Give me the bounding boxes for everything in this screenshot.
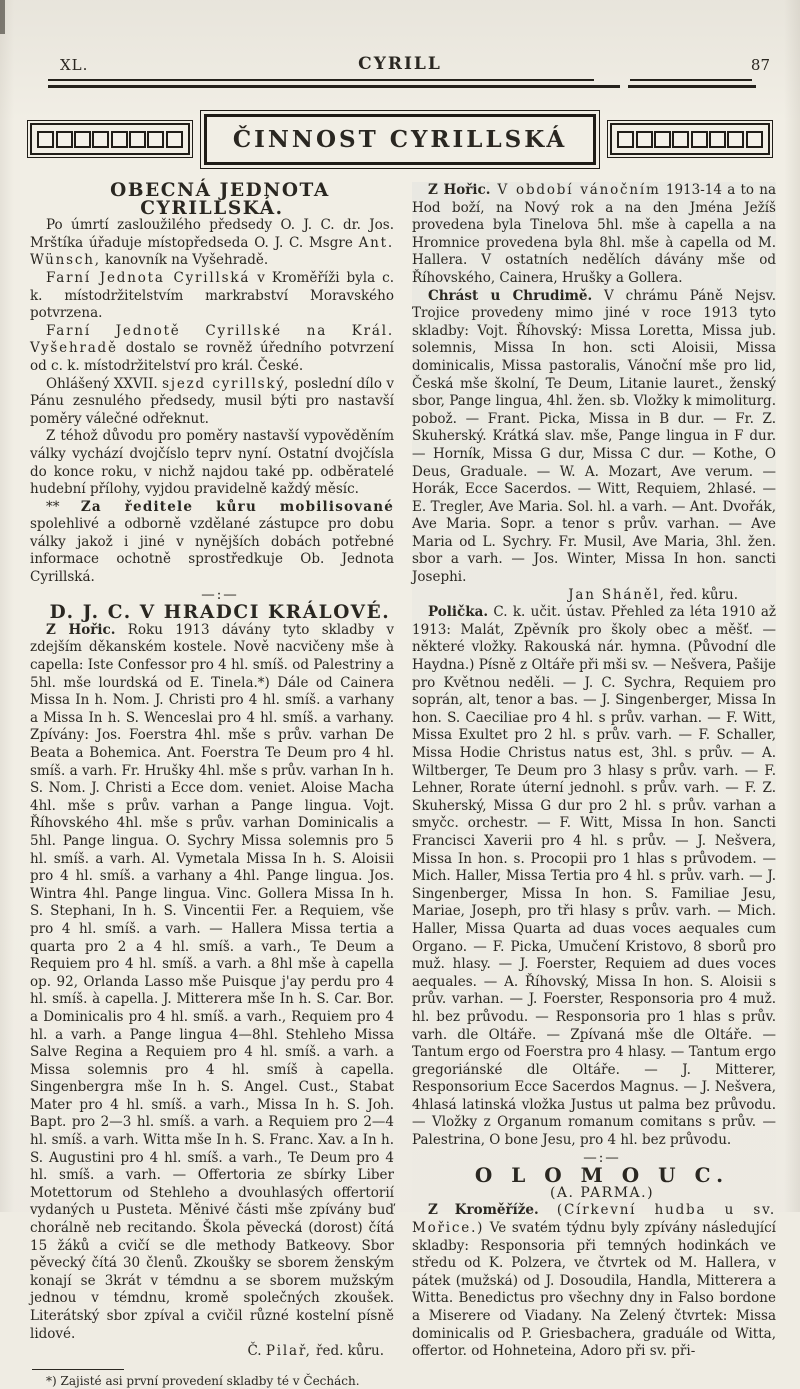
- ornament-strip-left: [30, 123, 190, 155]
- text-segment: Farní Jednota Cyrillská: [46, 269, 251, 286]
- text-segment: (Církevní hudba u sv. Mořice.): [412, 1202, 776, 1237]
- right-column: [412, 182, 776, 1389]
- text-segment: Ant. Wünsch,: [30, 234, 394, 269]
- text-segment: poslední dílo v Pánu zesnulého předsedy, musil býti pro nastavší poměry válečné odřeknut.: [30, 375, 394, 427]
- paragraph: [30, 376, 394, 429]
- journal-title: CYRILL: [358, 54, 442, 74]
- ornament-square: [92, 131, 109, 148]
- banner-title: ČINNOST CYRILLSKÁ: [204, 114, 596, 165]
- ornament-square: [672, 131, 689, 148]
- header-rule-thick-right: [628, 85, 756, 88]
- text-segment: Po úmrtí zasloužilého předsedy O. J. C. dr. Jos. Mrštíka úřaduje místopředseda O. J. C. Msgre: [30, 217, 394, 251]
- paragraph: [30, 323, 394, 376]
- ornament-square: [654, 131, 671, 148]
- text-segment: řed. kůru.: [665, 586, 738, 603]
- text-segment: sjezd cyrillský,: [162, 375, 291, 392]
- ornament-square: [166, 131, 183, 148]
- ornament-square: [727, 131, 744, 148]
- text-segment: řed. kůru.: [311, 1343, 384, 1360]
- text-segment: dostalo se rovněž úředního potvrzení od c. k. místodržitelství pro král. České.: [30, 340, 394, 374]
- ornament-square: [37, 131, 54, 148]
- ornament-square: [129, 131, 146, 148]
- text-segment: Farní Jednotě Cyrillské na Král. Vyšehradě: [30, 322, 394, 357]
- footnote: *) Zajisté asi první provedení skladby té v Čechách.: [46, 1373, 360, 1388]
- paragraph: [30, 217, 394, 270]
- footnote-rule: [32, 1369, 124, 1370]
- paragraph: [412, 182, 776, 288]
- signature-pilar: [30, 1343, 394, 1361]
- text-segment: Ohlášený XXVII.: [46, 375, 163, 392]
- ornament-square: [709, 131, 726, 148]
- header-rule-thin-left: [48, 79, 594, 81]
- paragraph: [30, 270, 394, 323]
- text-segment: Z Hořic.: [428, 182, 491, 198]
- ornament-square: [746, 131, 763, 148]
- header-rule-thick-left: [48, 85, 620, 88]
- ornament-square: [691, 131, 708, 148]
- paragraph: [30, 499, 394, 587]
- text-columns: [30, 182, 776, 1389]
- text-segment: Polička.: [428, 604, 489, 621]
- section-banner: [30, 106, 770, 172]
- ornament-square: [147, 131, 164, 148]
- text-segment: Ve svatém týdnu byly zpívány následující skladby: Responsoria při temných hodinkách ve středu od K. Polzera, ve čtvrtek od M. Hallera, v pátek (mužská) od J. Dosoudila, Handla, Mitterera a Witta. Benedictus pro všechny dny in Falso bordone a Miserere od Viadany. Na Zelený čtvrtek: Missa dominicalis od P. Griesbachera, graduále od Witta, offertor. od Hohneteina, Adoro při sv. při-: [412, 1220, 776, 1360]
- section-heading-olomouc: O L O M O U C.: [474, 1163, 730, 1188]
- text-segment: 1913-14 a to na Hod boží, na Nový rok a na den Jména Ježíš provedena byla Tinelova 5hl. mše à capella a na Hromnice provedena byla 8hl. mše à capella od M. Hallera. V ostatních nedělích dávány mše od Říhovského, Cainera, Hrušky a Gollera.: [412, 182, 776, 286]
- text-segment: Č.: [247, 1343, 266, 1360]
- page-number: 87: [750, 56, 770, 74]
- text-segment: Za ředitele kůru mobilisované: [80, 498, 394, 515]
- paragraph: [30, 622, 394, 1343]
- ornament-square: [111, 131, 128, 148]
- text-segment: C. k. učit. ústav. Přehled za léta 1910 až 1913: Malát, Zpěvník pro školy obec a měšť. — některé vložky. Rakouská nár. hymna. (Původní dle Haydna.) Písně z Oltáře při mši sv. — Nešvera, Pašije pro Květnou neděli. — J. C. Sychra, Requiem pro soprán, alt, tenor a bas. — J. Singenberger, Missa In hon. S. Caeciliae pro 4 hl. s prův. varhan. — F. Witt, Missa Exultet pro 2 hl. s prův. varh. — F. Schaller, Missa Hodie Christus natus est, 3hl. s prův. — A. Wiltberger, Te Deum pro 3 hlasy s prův. varh. — F. Lehner, Rorate úterní jednohl. s prův. varh. — F. Z. Skuherský, Missa G dur pro 2 hl. s prův. varhan a smyčc. orchestr. — F. Witt, Missa In hon. Sancti Francisci Xaverii pro 4 hl. s prův. — J. Nešvera, Missa In hon. s. Procopii pro 1 hlas s průvodem. — Mich. Haller, Missa Tertia pro 4 hl. s prův. varh. — J. Singenberger, Missa In hon. S. Familiae Jesu, Mariae, Joseph, pro tři hlasy s prův. varh. — Mich. Haller, Missa Quarta ad duas voces aequales cum Organo. — F. Picka, Umučení Kristovo, 8 sborů pro muž. hlasy. — J. Foerster, Requiem ad dues voces aequales. — A. Říhovský, Missa In hon. S. Aloisii s prův. varhan. — J. Foerster, Responsoria pro 4 muž. hl. bez průvodu. — Responsoria pro 1 hlas s prův. varh. dle Oltáře. — Zpívaná mše dle Oltáře. — Tantum ergo od Foerstra pro 4 hlasy. — Tantum ergo gregoriánské dle Oltáře. — J. Mitterer, Responsorium Ecce Sacerdos Magnus. — J. Nešvera, 4hlasá latinská vložka Justus ut palma bez průvodu. — Vložky z Organum romanum comitans s prův. — Palestrina, O bone Jesu, pro 4 hl. bez průvodu.: [412, 604, 776, 1149]
- text-segment: Roku 1913 dávány tyto skladby v zdejším děkanském kostele. Nově nacvičeny mše à capella: Iste Confessor pro 4 hl. smíš. od Palestriny a 5hl. mše lourdská od E. Tinela.*) Dále od Cainera Missa In h. Nom. J. Christi pro 4 hl. smíš. a varhany a Missa In h. S. Wenceslai pro 4 hl. smíš. a varhany. Zpívány: Jos. Foerstra 4hl. mše s prův. varhan De Beata a Bohemica. Ant. Foerstra Te Deum pro 4 hl. smíš. a varh. Fr. Hrušky 4hl. mše s prův. varhan In h. S. Nom. J. Christi a Ecce dom. veniet. Aloise Macha 4hl. mše s prův. varhan a Pange lingua. Vojt. Říhovského 4hl. mše s prův. varhan Dominicalis a 5hl. Pange lingua. O. Sychry Missa solemnis pro 5 hl. smíš. a varh. Al. Vymetala Missa In h. S. Aloisii pro 4 hl. smíš. a varhany a 4hl. Pange lingua. Jos. Wintra 4hl. Pange lingua. Vinc. Gollera Missa In h. S. Stephani, In h. S. Vincentii Fer. a Requiem, vše pro 4 hl. smíš. a varh. — Hallera Missa tertia a quarta pro 2 a 4 hl. smíš. a varh., Te Deum a Requiem pro 4 hl. smíš. a varh. a 8hl mše à capella op. 92, Orlanda Lasso mše Puisque j'ay perdu pro 4 hl. smíš. à capella. J. Mitterera mše In h. S. Car. Bor. a Dominicalis pro 4 hl. smíš. a varh., Requiem pro 4 hl. a varh. a Pange lingua 4—8hl. Stehleho Missa Salve Regina a Requiem pro 4 hl. smíš. a varh. a Missa solemnis pro 4 hl. smíš à capella. Singenbergra mše In h. S. Angel. Cust., Stabat Mater pro 4 hl. smíš. a varh., Missa In h. S. Joh. Bapt. pro 2—3 hl. smíš. a varh. a Requiem pro 2—4 hl. smíš. a varh. Witta mše In h. S. Franc. Xav. a In h. S. Augustini pro 4 hl. smíš. a varh., Te Deum pro 4 hl. smíš. a varh. — Offertoria ze sbírky Liber Motettorum od Stehleho a dvouhlasých offertorií vydaných u Pusteta. Měnivé části mše zpívány buď chorálně neb recitando. Škola pěvecká (dorost) čítá 15 žáků a cvičí se dle methody Batkeovy. Sbor pěvecký čítá 30 členů. Zkoušky se sborem ženským konají se 3krát v témdnu a se sborem mužským jednou v témdnu, kromě společných zkoušek. Literátský sbor zpíval a cvičil různé kostelní písně lidové.: [30, 621, 394, 1342]
- header-rule-thin-right: [630, 79, 752, 81]
- signature-shanel: [412, 587, 776, 605]
- text-segment: Pilař,: [265, 1343, 312, 1360]
- paragraph: [412, 604, 776, 1149]
- ornament-square: [56, 131, 73, 148]
- section-heading-obecna-jednota: OBECNÁ JEDNOTA CYRILLSKÁ.: [110, 180, 330, 219]
- volume-label: XL.: [60, 56, 89, 74]
- text-segment: V chrámu Páně Nejsv. Trojice provedeny mimo jiné v roce 1913 tyto skladby: Vojt. Říhovský: Missa Loretta, Missa jub. solemnis, Missa In hon. scti Aloisii, Missa dominicalis, Missa pastoralis, Vánoční mše pro lid, Česká mše školní, Te Deum, Litanie lauret., ženský sbor, Pange lingua, 4hl. žen. sb. Vložky k mimoliturg. pobož. — Frant. Picka, Missa in B dur. — Fr. Z. Skuherský. Krátká slav. mše, Pange lingua in F dur. — Horník, Missa G dur, Missa C dur. — Kothe, O Deus, Graduale. — W. A. Mozart, Ave verum. — Horák, Ecce Sacerdos. — Witt, Requiem, 2hlasé. — E. Tregler, Ave Maria. Sol. hl. a varh. — Ant. Dvořák, Ave Maria. Sopr. a tenor s prův. varhan. — Ave Maria od L. Sychry. Fr. Musil, Ave Maria, 3hl. žen. sbor a varh. — Jos. Winter, Missa In hon. sancti Josephi.: [412, 287, 776, 586]
- text-segment: **: [46, 498, 81, 515]
- text-segment: Z Hořic.: [46, 621, 116, 638]
- section-heading-hradec-kralove: D. J. C. V HRADCI KRÁLOVÉ.: [49, 602, 391, 624]
- ornament-strip-right: [610, 123, 770, 155]
- left-column: [30, 182, 394, 1389]
- text-segment: Jan Sháněl,: [568, 586, 666, 603]
- text-segment: V období vánočním: [490, 182, 661, 198]
- ornament-square: [636, 131, 653, 148]
- paragraph: [412, 288, 776, 587]
- text-segment: v Kroměříži byla c. k. místodržitelstvím markrabství Moravského potvrzena.: [30, 269, 395, 322]
- text-segment: Z téhož důvodu pro poměry nastavší vypověděním války vychází dvojčíslo teprv nyní. Ostatní dvojčísla do konce roku, v nichž najdou také pp. odběratelé hudební přílohy, vyjdou pravidelně každý měsíc.: [30, 428, 394, 498]
- ornament-square: [74, 131, 91, 148]
- scan-edge-artifact: [0, 0, 5, 34]
- section-divider: —:—: [583, 1149, 621, 1166]
- text-segment: spolehlivé a odborně vzdělané zástupce pro dobu války jakož i jiné v nynějších dobách potřebné informace ochotně sprostředkuje Ob. Jednota Cyrillská.: [30, 516, 394, 586]
- section-divider: —:—: [201, 586, 239, 603]
- text-segment: Chrást u Chrudimě.: [428, 287, 593, 304]
- text-segment: kanovník na Vyšehradě.: [100, 252, 269, 269]
- paragraph: [412, 1202, 776, 1360]
- section-subheading-parma: (A. PARMA.): [549, 1184, 655, 1201]
- text-segment: Z Kroměříže.: [428, 1202, 539, 1219]
- ornament-square: [617, 131, 634, 148]
- paragraph: [30, 428, 394, 498]
